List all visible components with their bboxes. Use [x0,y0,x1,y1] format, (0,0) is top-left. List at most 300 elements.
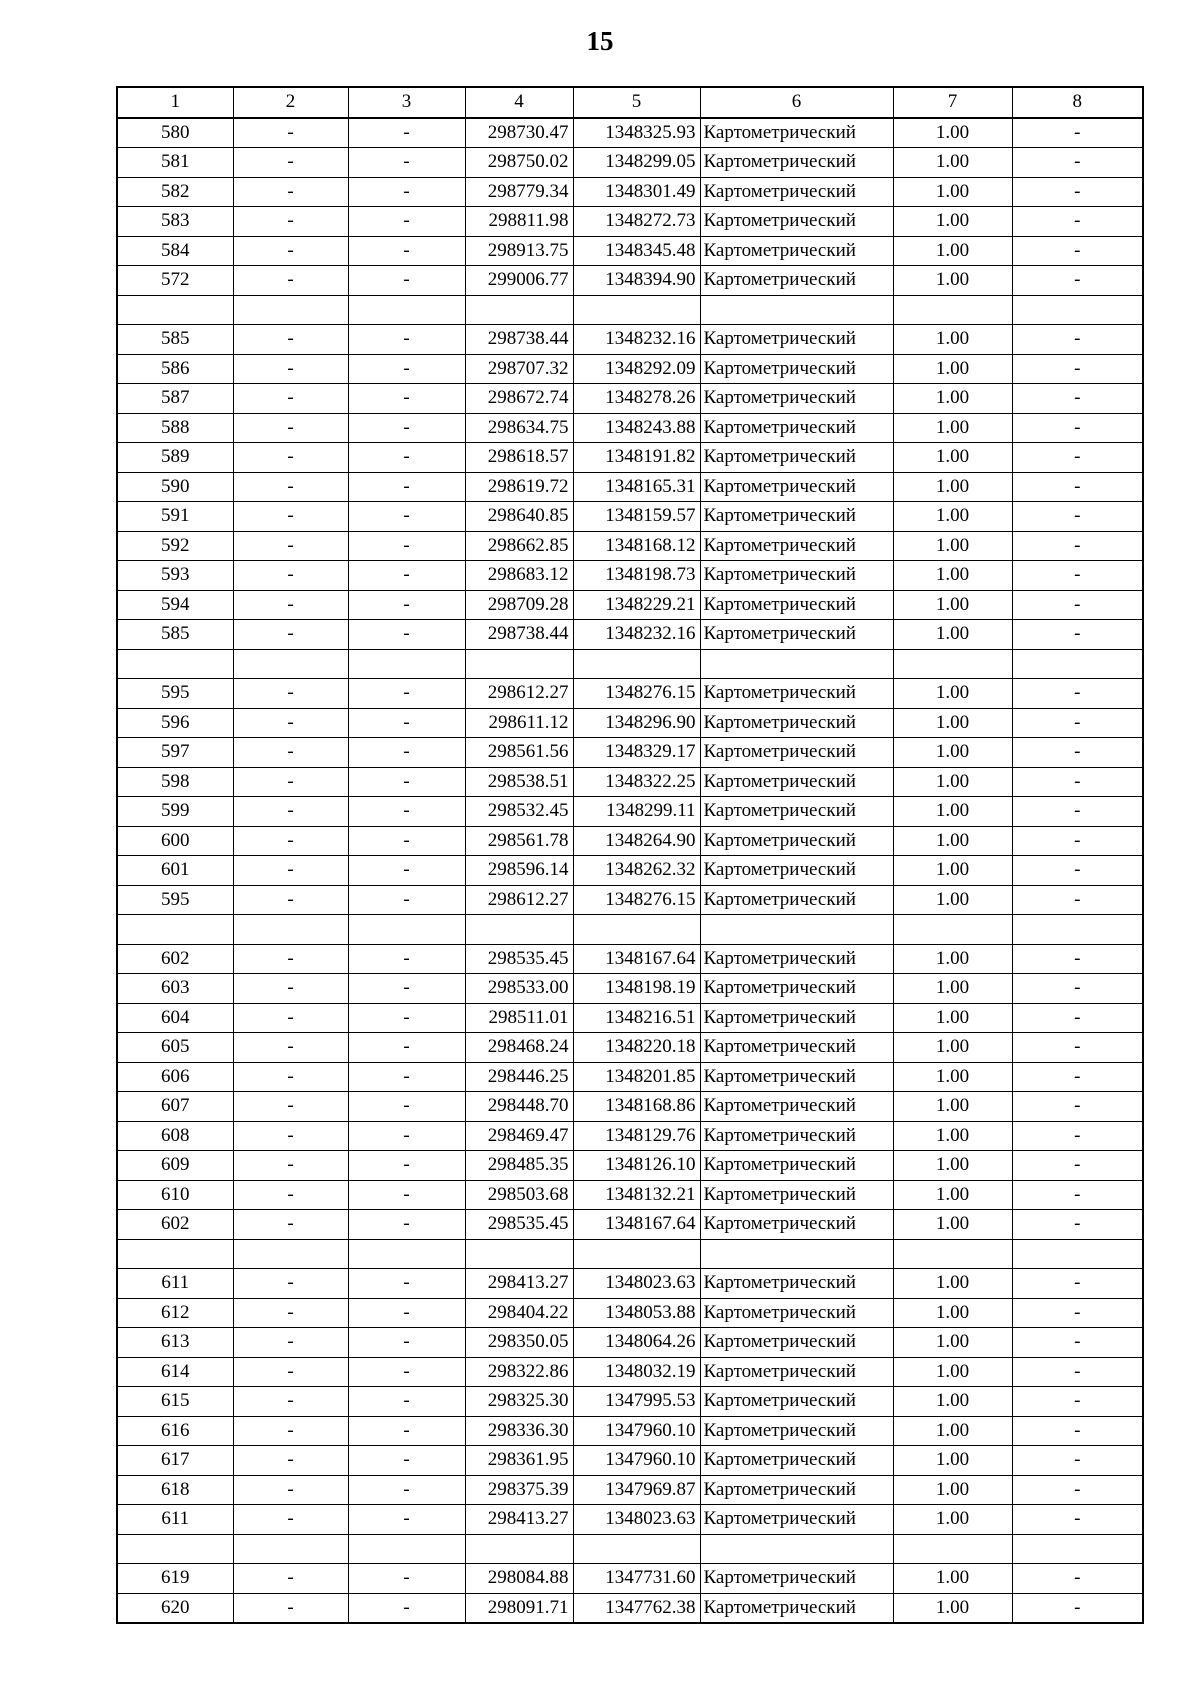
table-cell: 298503.68 [465,1180,573,1210]
table-cell [700,649,893,679]
table-cell: 1347960.10 [573,1416,700,1446]
table-row [117,620,1143,650]
table-row [117,1298,1143,1328]
table-cell: - [348,856,465,886]
table-cell: Картометрический [700,1593,893,1623]
table-row [117,531,1143,561]
table-cell: 1.00 [893,974,1012,1004]
table-cell: 1.00 [893,1003,1012,1033]
table-cell: - [348,207,465,237]
table-cell [573,915,700,945]
table-cell: - [233,1269,348,1299]
table-cell: - [233,738,348,768]
table-cell: 1.00 [893,266,1012,296]
table-cell: - [233,1387,348,1417]
table-cell: 298561.78 [465,826,573,856]
table-cell: - [348,354,465,384]
table-cell: 1348168.86 [573,1092,700,1122]
table-cell: 298618.57 [465,443,573,473]
table-cell: - [233,413,348,443]
table-cell [233,649,348,679]
table-cell: - [1012,1505,1143,1535]
table-cell: 1348023.63 [573,1269,700,1299]
table-cell: - [1012,856,1143,886]
table-cell: 595 [117,885,233,915]
table-cell: - [233,1446,348,1476]
table-cell: 589 [117,443,233,473]
table-cell: - [348,826,465,856]
table-cell: 298811.98 [465,207,573,237]
table-cell: - [233,502,348,532]
table-cell: 298913.75 [465,236,573,266]
table-cell: 1347731.60 [573,1564,700,1594]
table-cell: - [233,974,348,1004]
table-cell: 298535.45 [465,944,573,974]
table-cell: - [1012,620,1143,650]
table-header-row [117,87,1143,118]
table-cell: 1.00 [893,1564,1012,1594]
table-cell: - [1012,1033,1143,1063]
table-cell: 298535.45 [465,1210,573,1240]
table-cell: 1348232.16 [573,325,700,355]
table-cell: Картометрический [700,413,893,443]
table-cell [573,1534,700,1564]
table-cell: - [348,1210,465,1240]
table-cell: 298612.27 [465,885,573,915]
table-row [117,413,1143,443]
table-cell: - [1012,1151,1143,1181]
table-cell: - [348,944,465,974]
table-cell: - [348,1121,465,1151]
table-cell: - [348,502,465,532]
table-row [117,974,1143,1004]
table-cell: 1.00 [893,443,1012,473]
table-row [117,1328,1143,1358]
table-cell: - [1012,531,1143,561]
table-row [117,1505,1143,1535]
table-row [117,384,1143,414]
table-cell: - [348,590,465,620]
table-cell: - [1012,1210,1143,1240]
table-cell: Картометрический [700,118,893,148]
table-cell: 298511.01 [465,1003,573,1033]
table-cell: - [348,1593,465,1623]
table-cell [1012,295,1143,325]
table-cell: 1.00 [893,856,1012,886]
table-row [117,797,1143,827]
table-cell: - [233,885,348,915]
table-cell: - [348,177,465,207]
table-cell: 298404.22 [465,1298,573,1328]
table-cell: - [348,1505,465,1535]
table-cell: - [348,118,465,148]
table-cell [700,915,893,945]
table-cell: - [348,266,465,296]
table-row [117,1062,1143,1092]
table-cell: 617 [117,1446,233,1476]
table-cell: 1.00 [893,1328,1012,1358]
table-row [117,1593,1143,1623]
table-cell: 1.00 [893,384,1012,414]
table-cell: 1.00 [893,1033,1012,1063]
table-cell: - [233,590,348,620]
table-cell [573,295,700,325]
table-cell: - [233,767,348,797]
table-cell: - [1012,1269,1143,1299]
table-cell: - [233,236,348,266]
table-cell: - [233,1092,348,1122]
table-row [117,708,1143,738]
table-cell: 1348299.11 [573,797,700,827]
table-cell: Картометрический [700,1151,893,1181]
table-row [117,1092,1143,1122]
table-cell [573,1239,700,1269]
table-cell: - [1012,1357,1143,1387]
table-cell: 599 [117,797,233,827]
table-cell: - [233,118,348,148]
table-row [117,1033,1143,1063]
table-cell: - [348,1328,465,1358]
table-row [117,738,1143,768]
table-cell: 1.00 [893,1210,1012,1240]
table-cell: - [1012,561,1143,591]
table-cell: 1348232.16 [573,620,700,650]
table-cell: 594 [117,590,233,620]
table-cell: - [1012,826,1143,856]
table-row [117,1564,1143,1594]
table-cell: 1348191.82 [573,443,700,473]
table-row [117,1180,1143,1210]
table-cell: - [348,236,465,266]
table-cell: 618 [117,1475,233,1505]
table-row [117,118,1143,148]
table-cell [465,915,573,945]
table-cell: Картометрический [700,1357,893,1387]
table-cell: Картометрический [700,1092,893,1122]
table-cell: - [233,826,348,856]
column-header: 4 [465,87,573,118]
separator-row [117,1534,1143,1564]
table-cell: 1348301.49 [573,177,700,207]
table-cell: 602 [117,944,233,974]
table-cell: 1.00 [893,1121,1012,1151]
table-cell: 1347969.87 [573,1475,700,1505]
table-cell: Картометрический [700,531,893,561]
table-cell: Картометрический [700,1062,893,1092]
table-cell: - [1012,1003,1143,1033]
table-cell: 298091.71 [465,1593,573,1623]
table-cell: 1348325.93 [573,118,700,148]
table-cell: 608 [117,1121,233,1151]
table-cell: Картометрический [700,1446,893,1476]
table-cell: Картометрический [700,1269,893,1299]
table-cell: - [1012,1475,1143,1505]
table-cell: - [1012,148,1143,178]
table-cell: 1.00 [893,620,1012,650]
table-cell: 298738.44 [465,620,573,650]
table-cell: Картометрический [700,679,893,709]
table-cell: Картометрический [700,1210,893,1240]
table-cell: - [233,472,348,502]
table-cell: - [233,708,348,738]
table-cell: 1348262.32 [573,856,700,886]
table-cell: 1348126.10 [573,1151,700,1181]
column-header: 1 [117,87,233,118]
table-cell [233,1239,348,1269]
column-header: 2 [233,87,348,118]
table-cell: - [348,1033,465,1063]
table-cell: - [1012,1298,1143,1328]
table-row [117,266,1143,296]
table-cell: 1347960.10 [573,1446,700,1476]
table-cell: Картометрический [700,1387,893,1417]
table-cell: 1.00 [893,1505,1012,1535]
coordinates-table [116,86,1144,1624]
table-cell: 1.00 [893,354,1012,384]
table-cell: 298413.27 [465,1269,573,1299]
table-cell: 1.00 [893,1446,1012,1476]
table-cell: 298596.14 [465,856,573,886]
table-cell: 601 [117,856,233,886]
table-cell: 585 [117,620,233,650]
table-cell [1012,1534,1143,1564]
table-cell: 298413.27 [465,1505,573,1535]
table-cell: - [1012,472,1143,502]
table-cell [465,1239,573,1269]
table-cell: 1.00 [893,207,1012,237]
table-cell: 613 [117,1328,233,1358]
table-cell: 298325.30 [465,1387,573,1417]
table-cell: 1.00 [893,561,1012,591]
table-cell: - [1012,325,1143,355]
table-cell: 597 [117,738,233,768]
table-cell: - [1012,944,1143,974]
column-header: 8 [1012,87,1143,118]
table-cell: - [348,1298,465,1328]
table-cell: 1.00 [893,502,1012,532]
table-cell: - [348,1387,465,1417]
table-cell: - [348,1151,465,1181]
table-cell: 592 [117,531,233,561]
table-cell [348,1534,465,1564]
table-cell: 1348032.19 [573,1357,700,1387]
table-cell: 1.00 [893,1151,1012,1181]
separator-row [117,295,1143,325]
table-cell: - [1012,443,1143,473]
table-cell: - [1012,797,1143,827]
table-cell: - [233,679,348,709]
table-cell: - [233,1505,348,1535]
table-cell: 1.00 [893,738,1012,768]
table-cell: - [1012,767,1143,797]
table-cell: 298779.34 [465,177,573,207]
table-cell: 298485.35 [465,1151,573,1181]
table-cell: 298611.12 [465,708,573,738]
table-cell: 298336.30 [465,1416,573,1446]
table-cell: Картометрический [700,1475,893,1505]
table-cell: - [348,1446,465,1476]
table-cell: 607 [117,1092,233,1122]
table-cell: 1348296.90 [573,708,700,738]
table-cell: Картометрический [700,590,893,620]
table-cell: - [348,885,465,915]
table-cell: - [1012,590,1143,620]
table-cell: 1348167.64 [573,944,700,974]
table-cell: - [348,620,465,650]
table-cell: 1348129.76 [573,1121,700,1151]
table-cell: 298750.02 [465,148,573,178]
table-row [117,354,1143,384]
table-cell: 620 [117,1593,233,1623]
table-cell: 616 [117,1416,233,1446]
table-cell: 298084.88 [465,1564,573,1594]
table-cell: 1348229.21 [573,590,700,620]
table-row [117,1269,1143,1299]
table-cell: - [233,1062,348,1092]
table-cell [465,649,573,679]
table-cell: 1348272.73 [573,207,700,237]
table-cell: 1348264.90 [573,826,700,856]
table-cell: - [233,620,348,650]
table-cell: - [233,856,348,886]
table-row [117,1210,1143,1240]
table-cell [893,1239,1012,1269]
table-cell: Картометрический [700,443,893,473]
table-cell: 1348345.48 [573,236,700,266]
table-cell: - [233,1210,348,1240]
table-cell: Картометрический [700,708,893,738]
table-cell: - [1012,118,1143,148]
table-cell: 1348216.51 [573,1003,700,1033]
table-cell: - [348,797,465,827]
table-cell: 1.00 [893,1180,1012,1210]
table-cell [893,649,1012,679]
table-cell: - [1012,1387,1143,1417]
table-cell: 600 [117,826,233,856]
table-cell: - [233,797,348,827]
column-header: 3 [348,87,465,118]
table-cell: Картометрический [700,1003,893,1033]
table-cell: - [1012,1416,1143,1446]
table-cell: 1348292.09 [573,354,700,384]
table-cell: 1348198.19 [573,974,700,1004]
table-cell: 298634.75 [465,413,573,443]
table-cell: 298469.47 [465,1121,573,1151]
table-cell: 1.00 [893,148,1012,178]
table-cell: - [348,1564,465,1594]
table-cell: - [348,1416,465,1446]
table-cell: 1.00 [893,885,1012,915]
table-cell: 610 [117,1180,233,1210]
table-cell: Картометрический [700,797,893,827]
table-cell: - [348,413,465,443]
table-cell: - [348,443,465,473]
table-cell: - [233,443,348,473]
table-cell: 1348329.17 [573,738,700,768]
table-cell: 1348201.85 [573,1062,700,1092]
table-cell: 1.00 [893,590,1012,620]
table-cell [117,1534,233,1564]
table-row [117,177,1143,207]
table-cell: - [233,1121,348,1151]
table-cell [117,915,233,945]
table-row [117,1357,1143,1387]
table-cell: 1.00 [893,679,1012,709]
table-cell: - [348,1180,465,1210]
table-cell: - [348,561,465,591]
table-cell: 1348168.12 [573,531,700,561]
table-cell: 588 [117,413,233,443]
table-cell: 1.00 [893,826,1012,856]
table-row [117,207,1143,237]
table-cell: 298730.47 [465,118,573,148]
table-cell: Картометрический [700,826,893,856]
table-cell: - [233,531,348,561]
table-cell: 605 [117,1033,233,1063]
table-cell: 1348053.88 [573,1298,700,1328]
table-cell: 1348322.25 [573,767,700,797]
table-cell: - [348,325,465,355]
table-cell: - [348,531,465,561]
table-cell: - [1012,413,1143,443]
table-row [117,1151,1143,1181]
table-cell: - [233,1328,348,1358]
table-cell: 1.00 [893,1062,1012,1092]
table-cell: 593 [117,561,233,591]
table-cell: - [233,1003,348,1033]
table-row [117,561,1143,591]
table-body [117,87,1143,1623]
table-cell: 591 [117,502,233,532]
table-cell: Картометрический [700,1416,893,1446]
table-cell: 298612.27 [465,679,573,709]
table-cell [348,649,465,679]
table-cell: - [233,1593,348,1623]
table-row [117,1121,1143,1151]
table-cell [233,295,348,325]
table-row [117,856,1143,886]
table-cell: 298640.85 [465,502,573,532]
table-cell: 581 [117,148,233,178]
table-cell: - [1012,738,1143,768]
table-cell: - [1012,1121,1143,1151]
table-cell: Картометрический [700,1298,893,1328]
table-cell: 580 [117,118,233,148]
separator-row [117,915,1143,945]
table-row [117,679,1143,709]
table-cell: - [348,738,465,768]
table-cell: 298738.44 [465,325,573,355]
table-cell: Картометрический [700,207,893,237]
table-cell: 298533.00 [465,974,573,1004]
table-row [117,944,1143,974]
table-cell: 299006.77 [465,266,573,296]
table-cell: - [233,148,348,178]
table-cell: - [1012,502,1143,532]
table-cell [1012,915,1143,945]
table-cell: Картометрический [700,738,893,768]
table-cell: 298709.28 [465,590,573,620]
table-cell: - [1012,266,1143,296]
table-cell [117,649,233,679]
table-cell: Картометрический [700,885,893,915]
table-cell [348,295,465,325]
table-cell [573,649,700,679]
table-cell: - [233,944,348,974]
table-cell [465,1534,573,1564]
table-cell: 1.00 [893,797,1012,827]
table-row [117,885,1143,915]
